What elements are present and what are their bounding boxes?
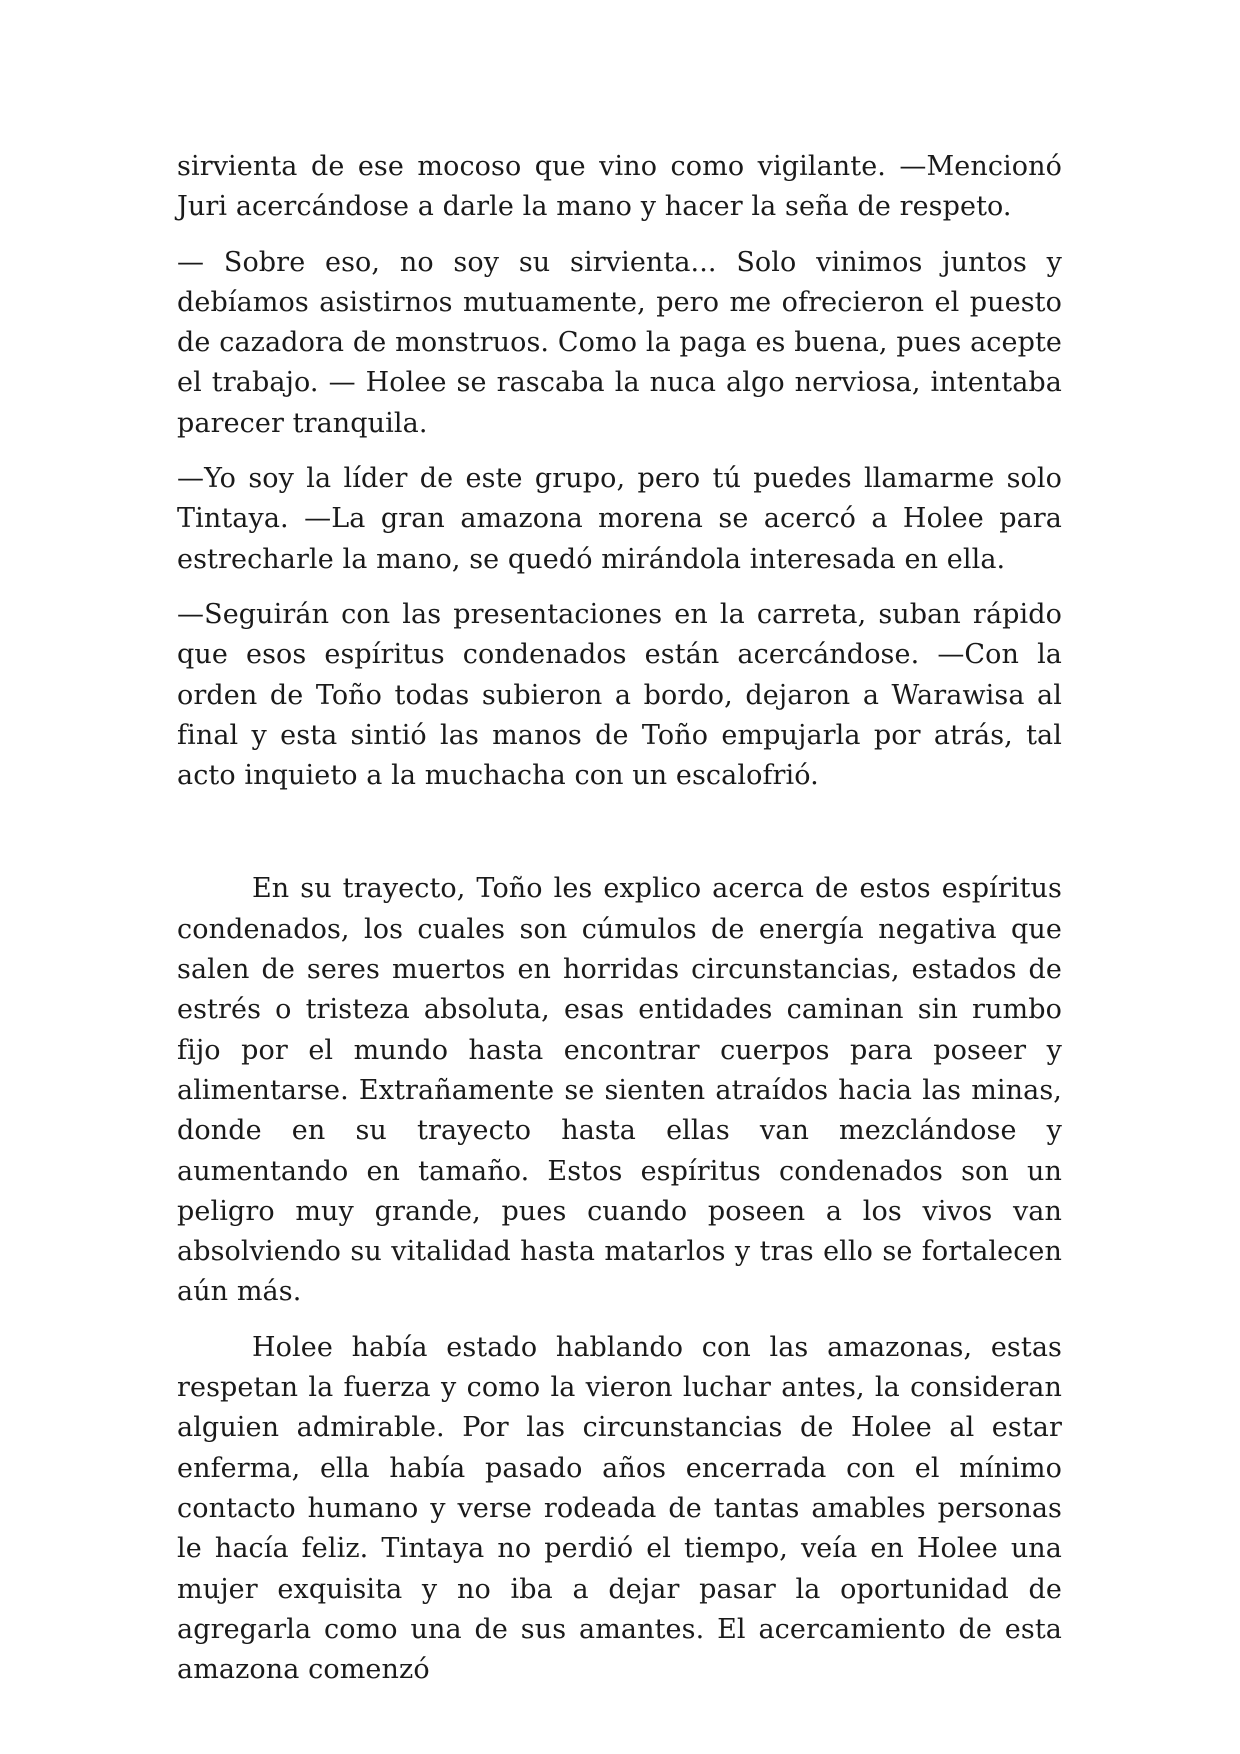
paragraph-juri-greeting: sirvienta de ese mocoso que vino como vigilante. —Mencionó Juri acercándose a darle la mano y hacer la seña de respeto. <box>177 151 1062 223</box>
paragraph-holee-reply: — Sobre eso, no soy su sirvienta... Solo vinimos juntos y debíamos asistirnos mutuamente, pero me ofrecieron el puesto de cazadora de monstruos. Como la paga es buena, pues acepte el trabajo. — Holee se rascaba la nuca algo nerviosa, intentaba parecer tranquila. <box>177 246 1062 439</box>
paragraph-tintaya-intro: —Yo soy la líder de este grupo, pero tú puedes llamarme solo Tintaya. —La gran amazona morena se acercó a Holee para estrecharle la mano, se quedó mirándola interesada en ella. <box>177 463 1062 575</box>
section-break <box>177 811 1062 869</box>
paragraph-holee-amazons: Holee había estado hablando con las amazonas, estas respetan la fuerza y como la vieron luchar antes, la consideran alguien admirable. Por las circunstancias de Holee al estar enferma, ella había pasado años encerrada con el mínimo contacto humano y verse rodeada de tantas amables personas le hacía feliz. Tintaya no perdió el tiempo, veía en Holee una mujer exquisita y no iba a dejar pasar la oportunidad de agregarla como una de sus amantes. El acercamiento de esta amazona comenzó <box>177 1331 1062 1686</box>
paragraph-tono-order: —Seguirán con las presentaciones en la carreta, suban rápido que esos espíritus condenados están acercándose. —Con la orden de Toño todas subieron a bordo, dejaron a Warawisa al final y esta sintió las manos de Toño empujarla por atrás, tal acto inquieto a la muchacha con un escalofrió. <box>177 598 1062 792</box>
paragraph-spirits-explanation: En su trayecto, Toño les explico acerca de estos espíritus condenados, los cuales son cúmulos de energía negativa que salen de seres muertos en horridas circunstancias, estados de estrés o tristeza absoluta, esas entidades caminan sin rumbo fijo por el mundo hasta encontrar cuerpos para poseer y alimentarse. Extrañamente se sienten atraídos hacia las minas, donde en su trayecto hasta ellas van mezclándose y aumentando en tamaño. Estos espíritus condenados son un peligro muy grande, pues cuando poseen a los vivos van absolviendo su vitalidad hasta matarlos y tras ello se fortalecen aún más. <box>177 873 1062 1308</box>
